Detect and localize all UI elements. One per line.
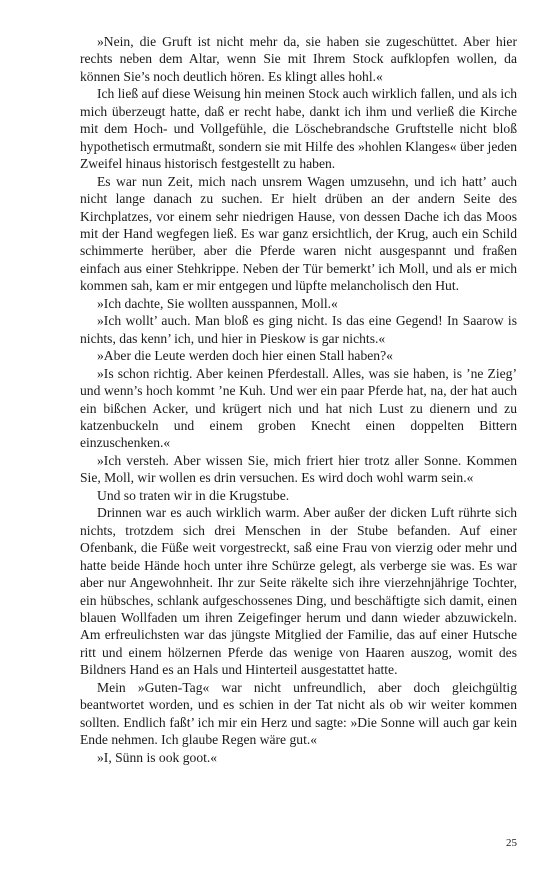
page-number: 25: [506, 837, 517, 849]
paragraph: Es war nun Zeit, mich nach unsrem Wagen umzusehn, und ich hatt’ auch nicht lange danach zu suchen. Er hielt drüben an der andern Seite des Kirchplatzes, vor einem sehr niedrigen Hause, von dessen Dache ich das Moos mit der Hand wegfegen ließ. Es war ganz ersichtlich, der Krug, auch ein Schild schimmerte herüber, aber die Pferde waren nicht ausgespannt und fraßen einfach aus einer Stehkrippe. Neben der Tür bemerkt’ ich Moll, und als er mich kommen sah, kam er mir entgegen und lüpfte melancholisch den Hut.: [80, 173, 517, 294]
paragraph: »Ich versteh. Aber wissen Sie, mich friert hier trotz aller Sonne. Kommen Sie, Moll, wir wollen es drin versuchen. Es wird doch wohl warm sein.«: [80, 452, 517, 486]
paragraph: »Nein, die Gruft ist nicht mehr da, sie haben sie zugeschüttet. Aber hier rechts neben dem Altar, wenn Sie mit Ihrem Stock aufklopfen wollen, da können Sie’s noch deutlich hören. Es klingt alles hohl.«: [80, 34, 517, 84]
paragraph: Mein »Guten-Tag« war nicht unfreundlich, aber doch gleichgültig beantwortet worden, und es schien in der Tat nicht als ob wir weiter kommen sollten. Endlich faßt’ ich mir ein Herz und sagte: »Die Sonne will auch gar kein Ende nehmen. Ich glaube Regen wäre gut.«: [80, 679, 517, 748]
paragraph: »Ich dachte, Sie wollten ausspannen, Moll.«: [97, 295, 338, 311]
paragraph: »Ich wollt’ auch. Man bloß es ging nicht. Is das eine Gegend! In Saarow is nichts, das kenn’ ich, und hier in Pieskow is gar nichts.«: [80, 313, 517, 346]
book-page-text: [80, 33, 517, 766]
paragraph: Ich ließ auf diese Weisung hin meinen Stock auch wirklich fallen, und als ich mich überzeugt hatte, daß er recht habe, dankt ich ihm und verließ die Kirche mit dem Hoch- und Vollgefühle, die Löschebrandsche Gruftstelle nicht bloß hypothetisch ermutmaßt, sondern sie mit Hilfe des »hohlen Klanges« über jeden Zweifel hinaus historisch festgestellt zu haben.: [80, 86, 517, 172]
paragraph: »Aber die Leute werden doch hier einen Stall haben?«: [97, 348, 393, 364]
paragraph: »Is schon richtig. Aber keinen Pferdestall. Alles, was sie haben, is ’ne Zieg’ und wenn’s hoch kommt ’ne Kuh. Und wer ein paar Pferde hat, na, der hat auch ein bißchen Acker, und krügert nich und hat nich Lust zu dienern und zu katzenbuckeln und einem groben Knecht einen doppelten Bittern einzuschenken.«: [80, 365, 517, 451]
paragraph: »I, Sünn is ook goot.«: [97, 749, 218, 765]
paragraph: Drinnen war es auch wirklich warm. Aber außer der dicken Luft rührte sich nichts, trotzdem sich drei Menschen in der Stube befanden. Auf einer Ofenbank, die Füße weit vorgestreckt, saß eine Frau von vierzig oder mehr und hatte beide Hände hoch unter ihre Schürze gelegt, als verberge sie was. Es war aber nur Angewohnheit. Ihr zur Seite räkelte sich ihre vierzehnjährige Tochter, ein hübsches, schlank aufgeschossenes Ding, und beschäftigte sich damit, einen blauen Wollfaden um ihren Zeigefinger herum und dann wieder abzuwickeln. Am erfreulichsten war das jüngste Mitglied der Familie, das auf einer Hutsche ritt und einem hölzernen Pferde das wenige von Haaren auszog, womit des Bildners Hand es an Hals und Hinterteil ausgestattet hatte.: [80, 505, 517, 678]
paragraph: Und so traten wir in die Krugstube.: [97, 487, 290, 503]
